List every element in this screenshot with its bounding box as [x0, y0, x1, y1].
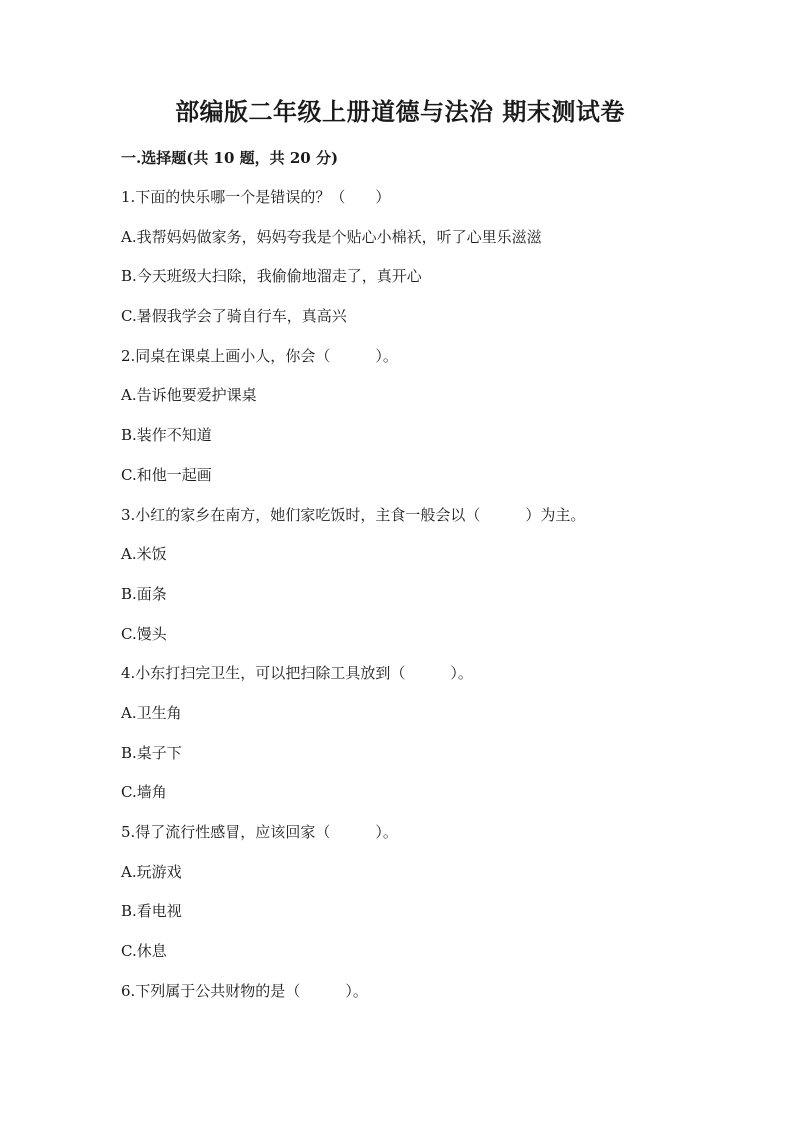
question-1-option-a: A.我帮妈妈做家务，妈妈夸我是个贴心小棉袄，听了心里乐滋滋	[121, 227, 542, 246]
question-1-option-b: B.今天班级大扫除，我偷偷地溜走了，真开心	[121, 267, 422, 286]
question-4-option-a: A.卫生角	[121, 703, 182, 722]
question-3: 3.小红的家乡在南方，她们家吃饭时，主食一般会以（ ）为主。	[121, 505, 586, 524]
question-2-option-a: A.告诉他要爱护课桌	[121, 386, 257, 405]
question-4-option-c: C.墙角	[121, 783, 167, 802]
question-4: 4.小东打扫完卫生，可以把扫除工具放到（ ）。	[121, 664, 473, 683]
question-2-option-b: B.装作不知道	[121, 426, 212, 445]
question-5: 5.得了流行性感冒，应该回家（ ）。	[121, 823, 398, 841]
question-2-option-c: C.和他一起画	[121, 465, 212, 484]
question-1: 1.下面的快乐哪一个是错误的？（ ）	[121, 188, 391, 206]
question-4-option-b: B.桌子下	[121, 743, 182, 762]
question-6: 6.下列属于公共财物的是（ ）。	[121, 981, 368, 1000]
page-title: 部编版二年级上册道德与法治 期末测试卷	[175, 97, 625, 126]
question-5-option-a: A.玩游戏	[121, 862, 182, 881]
question-3-option-b: B.面条	[121, 584, 167, 603]
section-heading: 一.选择题(共 10 题，共 20 分)	[121, 149, 339, 167]
question-list	[121, 184, 761, 1017]
question-5-option-c: C.休息	[121, 942, 167, 961]
question-1-option-c: C.暑假我学会了骑自行车，真高兴	[121, 307, 347, 326]
question-5-option-b: B.看电视	[121, 902, 182, 921]
question-3-option-c: C.馒头	[121, 624, 167, 643]
question-2: 2.同桌在课桌上画小人，你会（ ）。	[121, 346, 398, 365]
question-3-option-a: A.米饭	[121, 545, 167, 564]
